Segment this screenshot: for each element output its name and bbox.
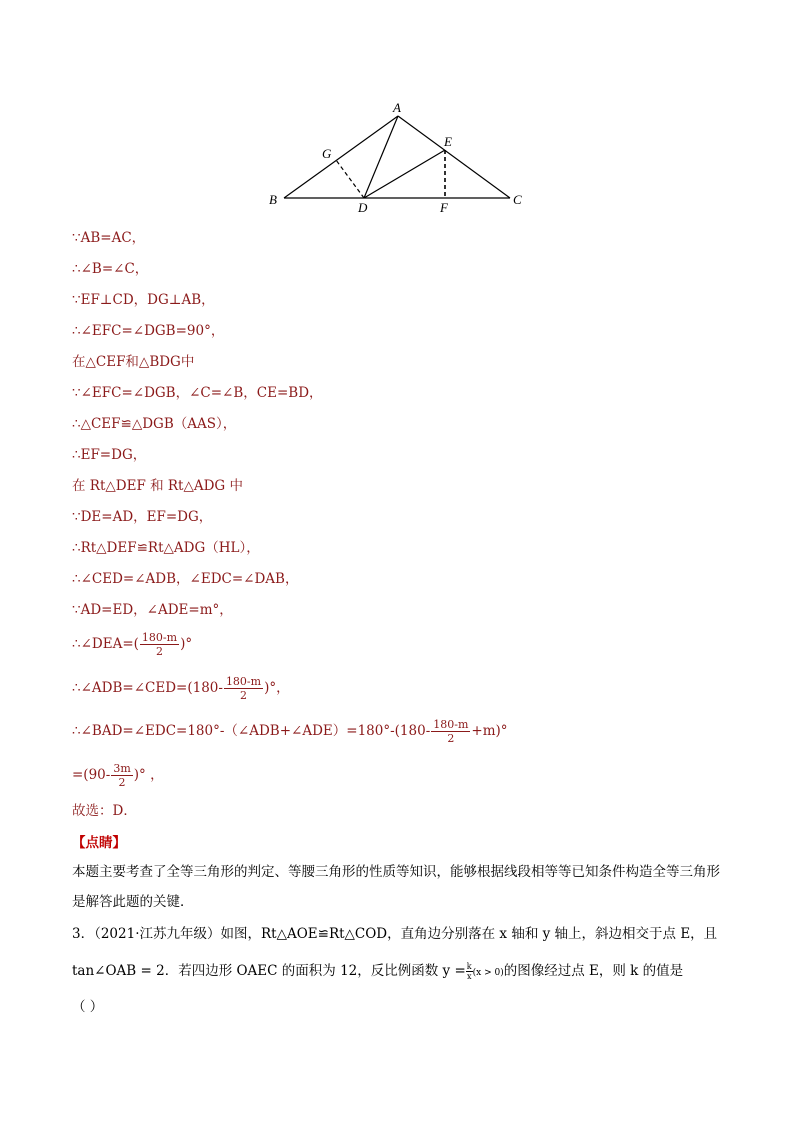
- proof-line-12: ∴∠CED=∠ADB，∠EDC=∠DAB，: [72, 571, 299, 587]
- segment-ac: [398, 116, 510, 198]
- fraction-denominator: 2: [118, 776, 126, 789]
- fraction-numerator: 180-m: [433, 718, 469, 731]
- proof-line-4: ∴∠EFC=∠DGB=90°，: [72, 323, 225, 339]
- fraction-denominator: 2: [156, 645, 163, 658]
- proof-line-9: 在 Rt△DEF 和 Rt△ADG 中: [72, 478, 244, 494]
- fraction-numerator: 180-m: [225, 675, 262, 688]
- proof-line-18: 故选：D．: [72, 803, 137, 819]
- proof-line-1: ∵AB=AC，: [72, 230, 146, 246]
- label-d: D: [358, 200, 368, 215]
- fraction: [431, 718, 470, 745]
- domain-condition: (x > 0): [472, 968, 504, 978]
- label-f: F: [440, 200, 448, 215]
- fraction: [111, 762, 132, 789]
- proof-line-14-suffix: )°: [180, 636, 193, 652]
- comment-tag: 【点睛】: [72, 835, 126, 851]
- proof-line-15: [72, 675, 290, 702]
- proof-line-10: ∵DE=AD，EF=DG，: [72, 509, 213, 525]
- label-a: A: [393, 100, 401, 115]
- fraction: [224, 675, 263, 702]
- question-line-2: [72, 956, 722, 988]
- triangle-diagram: [260, 98, 540, 216]
- segment-de: [364, 150, 445, 198]
- proof-line-17-prefix: =(90-: [72, 767, 111, 783]
- fraction-numerator: 180-m: [141, 631, 178, 644]
- label-c: C: [513, 192, 522, 207]
- comment-text: 本题主要考查了全等三角形的判定、等腰三角形的性质等知识，能够根据线段相等等已知条件构造全等三角形是解答此题的关键．: [72, 864, 720, 910]
- proof-line-3: ∵EF⊥CD，DG⊥AB，: [72, 292, 215, 308]
- segment-dg-dashed: [336, 160, 364, 198]
- proof-line-16-prefix: ∴∠BAD=∠EDC=180°-（∠ADB+∠ADE）=180°-(180-: [72, 723, 431, 739]
- proof-line-16-suffix: +m)°: [471, 723, 508, 739]
- answer-blank: （ ）: [72, 999, 104, 1015]
- fraction-denominator: 2: [240, 689, 248, 702]
- question-line-2-prefix: tan∠OAB = 2．若四边形 OAEC 的面积为 12，反比例函数 y =: [72, 963, 466, 979]
- proof-line-7: ∴△CEF≌△DGB（AAS），: [72, 416, 237, 432]
- proof-line-11: ∴Rt△DEF≌Rt△ADG（HL），: [72, 540, 260, 556]
- proof-line-16: [72, 718, 508, 745]
- question-line-1: 3．（2021·江苏九年级）如图，Rt△AOE≌Rt△COD，直角边分别落在 x 轴和 y 轴上，斜边相交于点 E，且: [72, 926, 718, 942]
- label-e: E: [444, 134, 452, 149]
- geometry-figure: [260, 98, 540, 216]
- proof-line-17: [72, 762, 164, 789]
- proof-line-17-suffix: )° ，: [133, 767, 164, 783]
- label-g: G: [322, 146, 332, 161]
- proof-line-15-suffix: )°，: [264, 680, 290, 696]
- fraction: [140, 631, 179, 658]
- fraction-denominator: x: [466, 972, 472, 981]
- fraction: [466, 962, 473, 981]
- proof-line-5: 在△CEF和△BDG中: [72, 354, 195, 370]
- proof-line-6: ∵∠EFC=∠DGB，∠C=∠B，CE=BD，: [72, 385, 323, 401]
- proof-line-14: [72, 631, 192, 658]
- proof-line-15-prefix: ∴∠ADB=∠CED=(180-: [72, 680, 223, 696]
- proof-line-14-prefix: ∴∠DEA=(: [72, 636, 139, 652]
- question-line-2-suffix: 的图像经过点 E，则 k 的值是: [503, 963, 684, 979]
- label-b: B: [269, 192, 277, 207]
- fraction-numerator: k: [466, 962, 472, 971]
- fraction-denominator: 2: [447, 732, 455, 745]
- fraction-numerator: 3m: [113, 762, 131, 775]
- proof-line-8: ∴EF=DG，: [72, 447, 147, 463]
- proof-line-13: ∵AD=ED，∠ADE=m°，: [72, 602, 233, 618]
- proof-line-2: ∴∠B=∠C，: [72, 261, 149, 277]
